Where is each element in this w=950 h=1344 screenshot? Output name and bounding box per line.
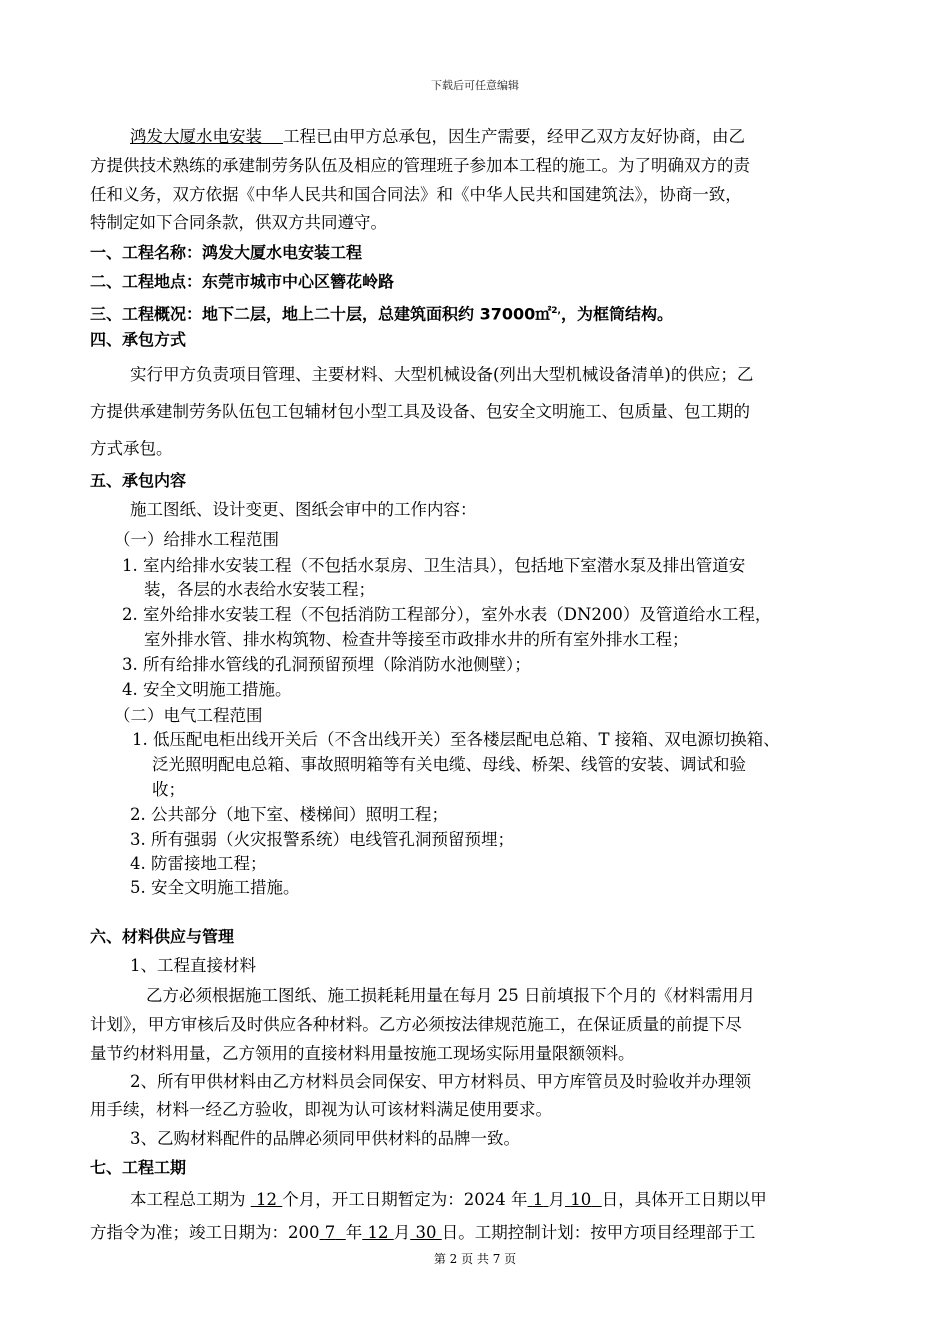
- section-4-line-1: 实行甲方负责项目管理、主要材料、大型机械设备(列出大型机械设备清单)的供应；乙: [130, 365, 754, 384]
- water-item-2a: 2. 室外给排水安装工程（不包括消防工程部分），室外水表（DN200）及管道给水工程，: [122, 605, 772, 624]
- project-name-underlined: 鸿发大厦水电安装: [130, 127, 262, 146]
- section-6-p1-line-2: 计划》，甲方审核后及时供应各种材料。乙方必须按法律规范施工，在保证质量的前提下尽: [90, 1015, 742, 1034]
- end-year: 7: [324, 1223, 336, 1242]
- section-3-heading: 三、工程概况：地下二层，地上二十层，总建筑面积约 37000㎡$^{2,}$，为框筒结构。: [90, 304, 673, 324]
- start-month: 1: [532, 1190, 544, 1209]
- section-5-intro: 施工图纸、设计变更、图纸会审中的工作内容：: [130, 500, 477, 519]
- intro-line-1: 鸿发大厦水电安装 工程已由甲方总承包，因生产需要，经甲乙双方友好协商，由乙: [130, 127, 745, 146]
- water-item-1b: 装，各层的水表给水安装工程；: [144, 580, 375, 599]
- section-6-heading: 六、材料供应与管理: [90, 927, 235, 946]
- electric-item-3: 3. 所有强弱（火灾报警系统）电线管孔洞预留预埋；: [130, 830, 514, 849]
- section-1-heading: 一、工程名称：鸿发大厦水电安装工程: [90, 243, 363, 262]
- electric-item-1c: 收；: [152, 780, 185, 799]
- section-6-p2-line-1: 2、所有甲供材料由乙方材料员会同保安、甲方材料员、甲方库管员及时验收并办理领: [130, 1072, 751, 1091]
- total-months: 12: [256, 1190, 277, 1209]
- electric-item-1a: 1. 低压配电柜出线开关后（不含出线开关）至各楼层配电总箱、T 接箱、双电源切换箱、: [132, 730, 780, 749]
- start-day: 10: [570, 1190, 592, 1209]
- section-7-line-1: 本工程总工期为 12 个月，开工日期暂定为：2024 年 1 月 10 日，具体开工日期以甲: [130, 1190, 767, 1209]
- section-6-p3: 3、乙购材料配件的品牌必须同甲供材料的品牌一致。: [130, 1129, 520, 1148]
- electric-item-5: 5. 安全文明施工措施。: [130, 878, 300, 897]
- section-4-heading: 四、承包方式: [90, 330, 187, 349]
- section-5-sub-2: （二）电气工程范围: [114, 706, 263, 725]
- section-4-line-3: 方式承包。: [90, 439, 173, 458]
- electric-item-2: 2. 公共部分（地下室、楼梯间）照明工程；: [130, 805, 448, 824]
- section-6-p1-line-3: 量节约材料用量，乙方领用的直接材料用量按施工现场实际用量限额领料。: [90, 1044, 635, 1063]
- section-5-sub-1: （一）给排水工程范围: [114, 530, 279, 549]
- section-6-p2-line-2: 用手续，材料一经乙方验收，即视为认可该材料满足使用要求。: [90, 1100, 552, 1119]
- water-item-2b: 室外排水管、排水构筑物、检查井等接至市政排水井的所有室外排水工程；: [144, 630, 689, 649]
- water-item-4: 4. 安全文明施工措施。: [122, 680, 292, 699]
- intro-line-2: 方提供技术熟练的承建制劳务队伍及相应的管理班子参加本工程的施工。为了明确双方的责: [90, 156, 750, 175]
- electric-item-1b: 泛光照明配电总箱、事故照明箱等有关电缆、母线、桥架、线管的安装、调试和验: [152, 755, 746, 774]
- section-6-p1: 1、工程直接材料: [130, 956, 256, 975]
- page-header: 下载后可任意编辑: [431, 79, 519, 92]
- section-7-line-2: 方指令为准；竣工日期为：200 7 年 12 月 30 日。工期控制计划：按甲方项目经理部于工: [90, 1223, 756, 1242]
- end-day: 30: [415, 1223, 437, 1242]
- section-7-heading: 七、工程工期: [90, 1158, 187, 1177]
- section-4-line-2: 方提供承建制劳务队伍包工包辅材包小型工具及设备、包安全文明施工、包质量、包工期的: [90, 402, 750, 421]
- section-6-p1-line-1: 乙方必须根据施工图纸、施工损耗耗用量在每月 25 日前填报下个月的《材料需用月: [146, 986, 755, 1005]
- section-5-heading: 五、承包内容: [90, 471, 187, 490]
- intro-line-4: 特制定如下合同条款，供双方共同遵守。: [90, 213, 387, 232]
- intro-line-3: 任和义务，双方依据《中华人民共和国合同法》和《中华人民共和国建筑法》，协商一致，: [90, 185, 742, 204]
- section-2-heading: 二、工程地点：东莞市城市中心区簪花岭路: [90, 272, 395, 291]
- water-item-3: 3. 所有给排水管线的孔洞预留预埋（除消防水池侧壁）；: [122, 655, 531, 674]
- end-month: 12: [367, 1223, 389, 1242]
- page-footer: 第 2 页 共 7 页: [433, 1252, 517, 1266]
- electric-item-4: 4. 防雷接地工程；: [130, 854, 267, 873]
- water-item-1a: 1. 室内给排水安装工程（不包括水泵房、卫生洁具），包括地下室潜水泵及排出管道安: [122, 556, 746, 575]
